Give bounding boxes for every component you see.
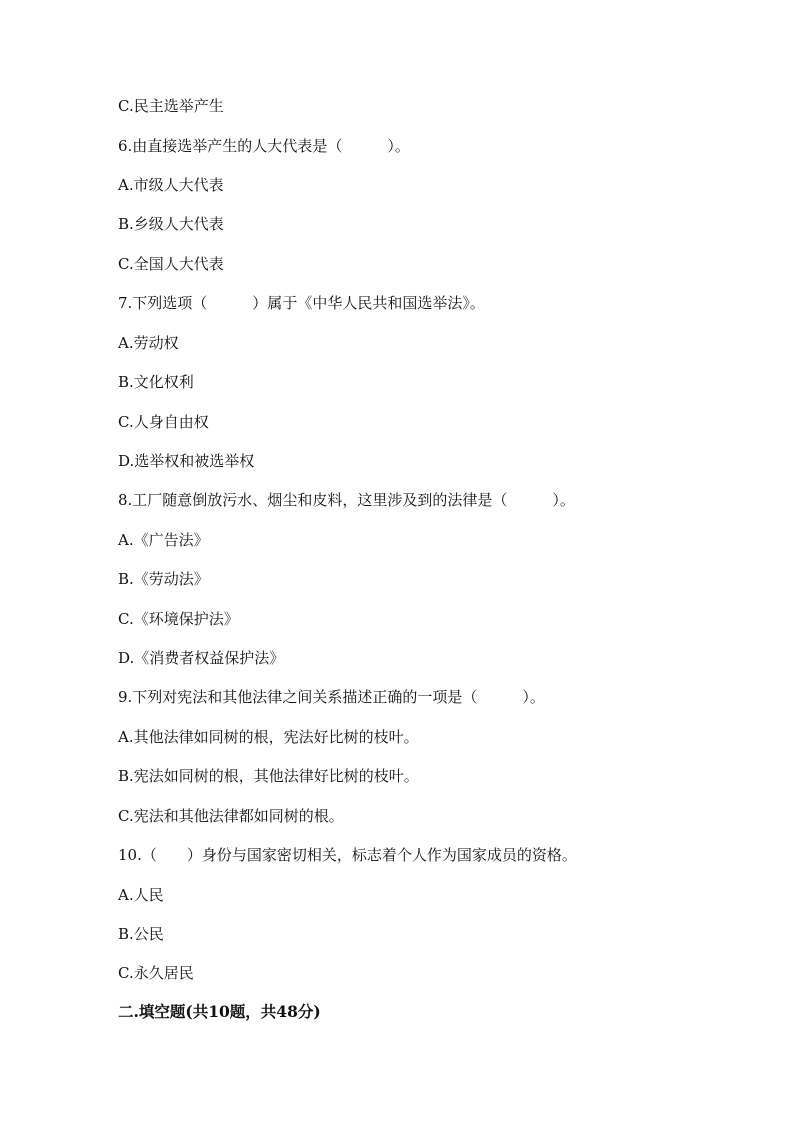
option-8a: A.《广告法》 <box>118 531 209 549</box>
question-8: 8.工厂随意倒放污水、烟尘和皮料，这里涉及到的法律是（ ）。 <box>118 491 575 509</box>
option-5c: C.民主选举产生 <box>118 97 224 115</box>
option-7c: C.人身自由权 <box>118 413 209 431</box>
option-8c: C.《环境保护法》 <box>118 610 239 628</box>
option-6c: C.全国人大代表 <box>118 255 224 273</box>
option-10b: B.公民 <box>118 925 164 943</box>
option-10a: A.人民 <box>118 886 164 904</box>
option-9b: B.宪法如同树的根，其他法律好比树的枝叶。 <box>118 767 419 785</box>
option-8b: B.《劳动法》 <box>118 570 209 588</box>
option-6a: A.市级人大代表 <box>118 176 224 194</box>
question-6: 6.由直接选举产生的人大代表是（ ）。 <box>118 137 410 155</box>
option-7a: A.劳动权 <box>118 334 179 352</box>
section-heading-fill-blank: 二.填空题(共10题，共48分) <box>118 1002 321 1021</box>
option-9a: A.其他法律如同树的根，宪法好比树的枝叶。 <box>118 728 419 746</box>
option-7d: D.选举权和被选举权 <box>118 452 255 470</box>
question-9: 9.下列对宪法和其他法律之间关系描述正确的一项是（ ）。 <box>118 688 545 706</box>
question-10: 10.（ ）身份与国家密切相关，标志着个人作为国家成员的资格。 <box>118 846 577 864</box>
option-6b: B.乡级人大代表 <box>118 215 224 233</box>
option-10c: C.永久居民 <box>118 964 194 982</box>
option-9c: C.宪法和其他法律都如同树的根。 <box>118 807 344 825</box>
question-7: 7.下列选项（ ）属于《中华人民共和国选举法》。 <box>118 294 485 312</box>
option-7b: B.文化权利 <box>118 373 194 391</box>
option-8d: D.《消费者权益保护法》 <box>118 649 285 667</box>
